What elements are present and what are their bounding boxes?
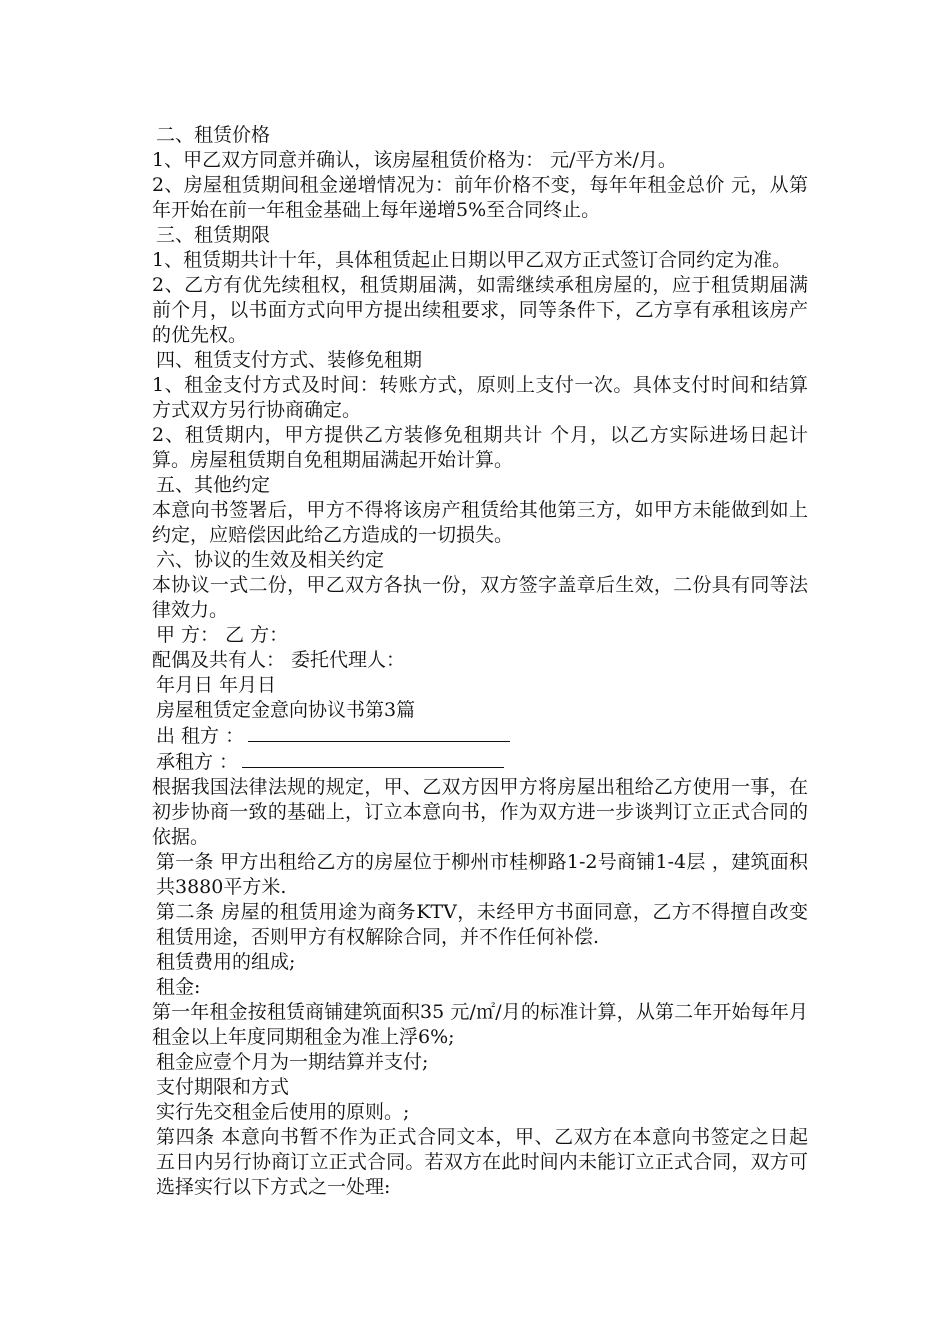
- signature-dates: 年月日 年月日: [156, 674, 277, 696]
- paragraph: 根据我国法律法规的规定，甲、乙双方因甲方将房屋出租给乙方使用一事，在初步协商一致的基础上，订立本意向书，作为双方进一步谈判订立正式合同的依据。: [152, 776, 808, 848]
- signature-parties: 甲 方： 乙 方：: [156, 624, 289, 646]
- paragraph: 1、租赁期共计十年，具体租赁起止日期以甲乙双方正式签订合同约定为准。: [152, 249, 792, 271]
- section-heading-price: 二、租赁价格: [156, 124, 271, 146]
- paragraph: 支付期限和方式: [156, 1076, 290, 1098]
- document-body: [146, 123, 808, 1200]
- section-heading-term: 三、租赁期限: [156, 224, 271, 246]
- article-1: 第一条 甲方出租给乙方的房屋位于柳州市桂柳路1-2号商铺1-4层 ，建筑面积共3880平方米.: [156, 851, 808, 898]
- paragraph: 实行先交租金后使用的原则。;: [156, 1101, 410, 1123]
- document-subtitle: 房屋租赁定金意向协议书第3篇: [156, 699, 416, 721]
- lessor-blank-line: [248, 723, 510, 742]
- paragraph: 租金:: [156, 976, 201, 998]
- lessor-field-row: [146, 723, 808, 749]
- lessor-label: 出 租方 ：: [156, 725, 245, 747]
- paragraph: 1、甲乙双方同意并确认，该房屋租赁价格为： 元/平方米/月。: [152, 149, 677, 171]
- lessee-label: 承租方 ：: [156, 751, 239, 773]
- section-heading-payment: 四、租赁支付方式、装修免租期: [156, 349, 423, 371]
- article-2: 第二条 房屋的租赁用途为商务KTV，未经甲方书面同意，乙方不得擅自改变租赁用途，否则甲方有权解除合同，并不作任何补偿.: [156, 901, 808, 948]
- paragraph: 2、租赁期内，甲方提供乙方装修免租期共计 个月，以乙方实际进场日起计算。房屋租赁期自免租期届满起开始计算。: [152, 424, 808, 471]
- section-heading-effect: 六、协议的生效及相关约定: [156, 549, 385, 571]
- paragraph: 第一年租金按租赁商铺建筑面积35 元/㎡/月的标准计算，从第二年开始每年月租金以上年度同期租金为准上浮6%;: [152, 1001, 808, 1048]
- paragraph: 1、租金支付方式及时间：转账方式，原则上支付一次。具体支付时间和结算方式双方另行协商确定。: [152, 374, 808, 421]
- signature-agents: 配偶及共有人： 委托代理人：: [152, 649, 406, 671]
- section-heading-other: 五、其他约定: [156, 474, 271, 496]
- paragraph: 2、房屋租赁期间租金递增情况为：前年价格不变，每年年租金总价 元，从第年开始在前一年租金基础上每年递增5%至合同终止。: [152, 174, 808, 221]
- article-4: 第四条 本意向书暂不作为正式合同文本，甲、乙双方在本意向书签定之日起五日内另行协商订立正式合同。若双方在此时间内未能订立正式合同，双方可选择实行以下方式之一处理:: [156, 1126, 808, 1198]
- paragraph: 租赁费用的组成;: [156, 951, 296, 973]
- lessee-field-row: [146, 749, 808, 775]
- lessee-blank-line: [242, 749, 504, 768]
- paragraph: 租金应壹个月为一期结算并支付;: [156, 1051, 429, 1073]
- paragraph: 本意向书签署后，甲方不得将该房产租赁给其他第三方，如甲方未能做到如上约定，应赔偿因此给乙方造成的一切损失。: [152, 499, 808, 546]
- paragraph: 本协议一式二份，甲乙双方各执一份，双方签字盖章后生效，二份具有同等法律效力。: [152, 574, 808, 621]
- paragraph: 2、乙方有优先续租权，租赁期届满，如需继续承租房屋的，应于租赁期届满前个月，以书面方式向甲方提出续租要求，同等条件下，乙方享有承租该房产的优先权。: [152, 274, 808, 346]
